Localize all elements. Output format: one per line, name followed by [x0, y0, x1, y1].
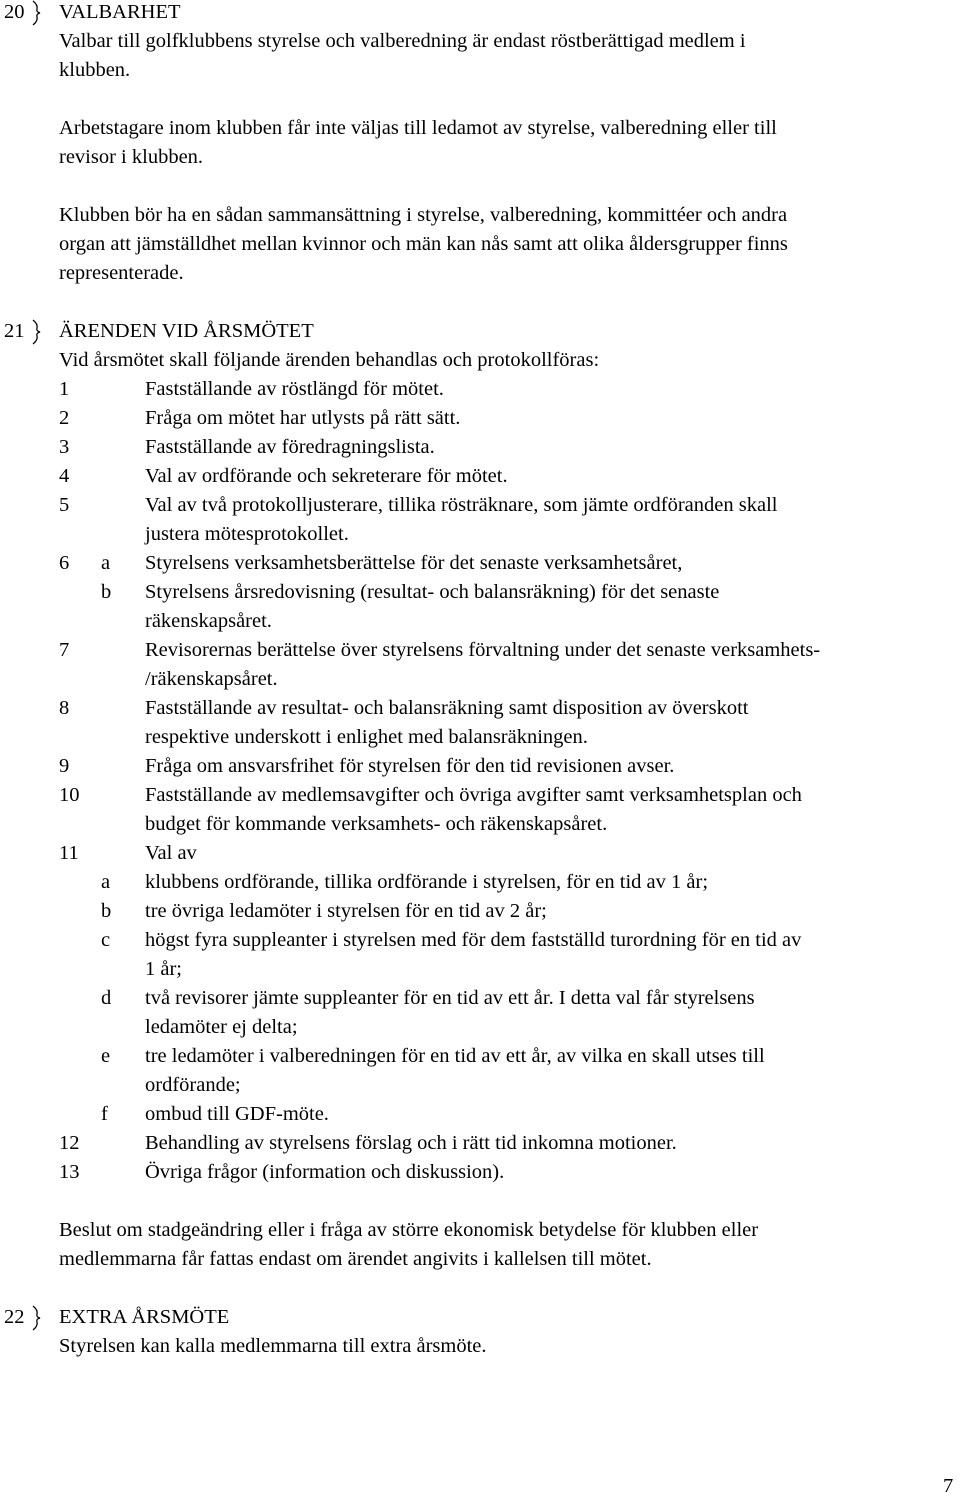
item-letter: d	[101, 987, 112, 1009]
section-title: VALBARHET	[59, 1, 181, 23]
item-text: högst fyra suppleanter i styrelsen med för dem fastställd turordning för en tid av	[145, 929, 802, 951]
item-text: Styrelsens verksamhetsberättelse för det senaste verksamhetsåret,	[145, 552, 683, 574]
paragraph-line: Beslut om stadgeändring eller i fråga av större ekonomisk betydelse för klubben eller	[59, 1219, 759, 1241]
item-text: Fastställande av föredragningslista.	[145, 436, 435, 458]
item-text: Val av två protokolljusterare, tillika rösträknare, som jämte ordföranden skall	[145, 494, 778, 516]
section-mark-icon	[30, 0, 44, 26]
item-text: Övriga frågor (information och diskussion).	[145, 1161, 505, 1183]
item-number: 6	[59, 552, 70, 574]
item-text: budget för kommande verksamhets- och räkenskapsåret.	[145, 813, 608, 835]
item-number: 4	[59, 465, 70, 487]
item-text: justera mötesprotokollet.	[145, 523, 349, 545]
paragraph-line: organ att jämställdhet mellan kvinnor och män kan nås samt att olika åldersgrupper finns	[59, 233, 788, 255]
item-number: 2	[59, 407, 70, 429]
item-letter: a	[101, 871, 111, 893]
item-number: 9	[59, 755, 70, 777]
item-letter: c	[101, 929, 111, 951]
item-text: respektive underskott i enlighet med balansräkningen.	[145, 726, 588, 748]
item-text: Val av ordförande och sekreterare för mötet.	[145, 465, 508, 487]
item-text: ledamöter ej delta;	[145, 1016, 298, 1038]
section-number: 21	[4, 320, 25, 342]
item-text: Val av	[145, 842, 197, 864]
item-text: tre övriga ledamöter i styrelsen för en tid av 2 år;	[145, 900, 547, 922]
item-letter: b	[101, 900, 112, 922]
page-number: 7	[943, 1475, 954, 1497]
item-text: Styrelsens årsredovisning (resultat- och balansräkning) för det senaste	[145, 581, 720, 603]
item-text: Behandling av styrelsens förslag och i rätt tid inkomna motioner.	[145, 1132, 677, 1154]
item-text: Fråga om ansvarsfrihet för styrelsen för den tid revisionen avser.	[145, 755, 675, 777]
item-number: 7	[59, 639, 70, 661]
item-number: 3	[59, 436, 70, 458]
item-text: klubbens ordförande, tillika ordförande i styrelsen, för en tid av 1 år;	[145, 871, 709, 893]
item-text: Revisorernas berättelse över styrelsens förvaltning under det senaste verksamhets-	[145, 639, 821, 661]
item-number: 8	[59, 697, 70, 719]
section-intro: Vid årsmötet skall följande ärenden behandlas och protokollföras:	[59, 349, 600, 371]
paragraph-line: Arbetstagare inom klubben får inte väljas till ledamot av styrelse, valberedning eller till	[59, 117, 777, 139]
item-text: två revisorer jämte suppleanter för en tid av ett år. I detta val får styrelsens	[145, 987, 755, 1009]
paragraph-line: Styrelsen kan kalla medlemmarna till extra årsmöte.	[59, 1335, 487, 1357]
section-title: EXTRA ÅRSMÖTE	[59, 1306, 230, 1328]
section-number: 22	[4, 1306, 25, 1328]
item-text: ordförande;	[145, 1074, 241, 1096]
paragraph-line: revisor i klubben.	[59, 146, 204, 168]
item-text: Fastställande av resultat- och balansräkning samt disposition av överskott	[145, 697, 749, 719]
item-number: 10	[59, 784, 80, 806]
item-number: 13	[59, 1161, 80, 1183]
item-text: Fastställande av medlemsavgifter och övriga avgifter samt verksamhetsplan och	[145, 784, 802, 806]
item-text: Fastställande av röstlängd för mötet.	[145, 378, 444, 400]
paragraph-line: klubben.	[59, 59, 131, 81]
paragraph-line: Klubben bör ha en sådan sammansättning i styrelse, valberedning, kommittéer och andra	[59, 204, 788, 226]
paragraph-line: Valbar till golfklubbens styrelse och valberedning är endast röstberättigad medlem i	[59, 30, 746, 52]
item-number: 12	[59, 1132, 80, 1154]
section-title: ÄRENDEN VID ÅRSMÖTET	[59, 320, 314, 342]
item-text: ombud till GDF-möte.	[145, 1103, 329, 1125]
item-number: 11	[59, 842, 79, 864]
item-number: 1	[59, 378, 70, 400]
item-text: Fråga om mötet har utlysts på rätt sätt.	[145, 407, 461, 429]
item-text: tre ledamöter i valberedningen för en tid av ett år, av vilka en skall utses till	[145, 1045, 765, 1067]
section-number: 20	[4, 1, 25, 23]
item-letter: a	[101, 552, 111, 574]
item-text: räkenskapsåret.	[145, 610, 272, 632]
item-text: /räkenskapsåret.	[145, 668, 278, 690]
paragraph-line: medlemmarna får fattas endast om ärendet angivits i kallelsen till mötet.	[59, 1248, 652, 1270]
item-letter: b	[101, 581, 112, 603]
item-number: 5	[59, 494, 70, 516]
section-mark-icon	[30, 319, 44, 345]
paragraph-line: representerade.	[59, 262, 184, 284]
item-letter: e	[101, 1045, 111, 1067]
item-letter: f	[101, 1103, 108, 1125]
item-text: 1 år;	[145, 958, 182, 980]
section-mark-icon	[30, 1305, 44, 1331]
